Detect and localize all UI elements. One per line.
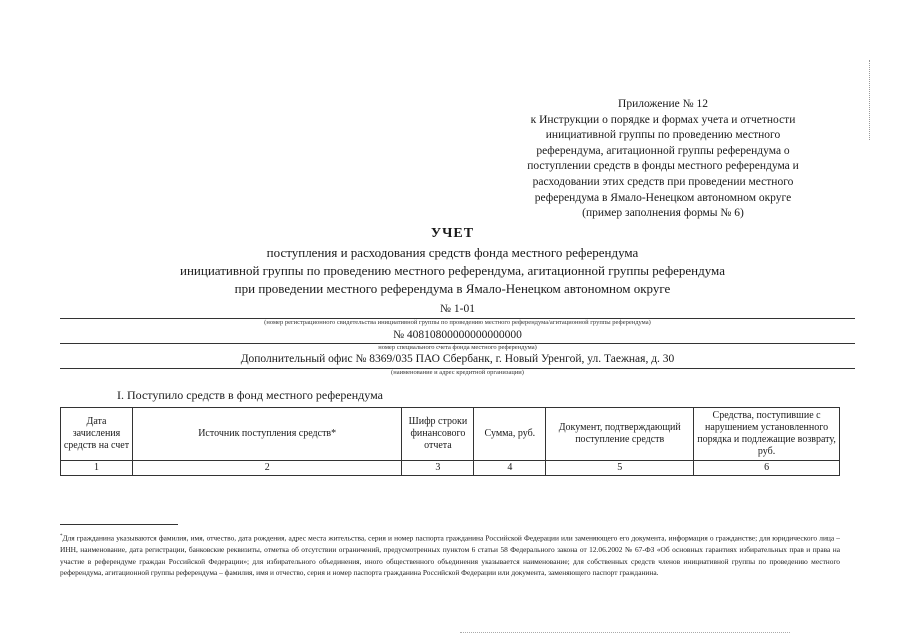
appendix-line: референдума в Ямало-Ненецком автономном округе [534, 191, 792, 204]
receipts-table [60, 407, 840, 476]
header-amount: Сумма, руб. [474, 408, 546, 461]
title-line-2: инициативной группы по проведению местного референдума, агитационной группы референдума [180, 263, 725, 278]
appendix-form-note: (пример заполнения формы № 6) [582, 207, 744, 220]
appendix-line: поступлении средств в фонды местного референдума и [527, 160, 799, 173]
footnote [60, 531, 840, 579]
appendix-line: к Инструкции о порядке и формах учета и отчетности [530, 113, 796, 126]
header-date: Дата зачисления средств на счет [61, 408, 133, 461]
table-header-row [61, 408, 840, 461]
bank-name: Дополнительный офис № 8369/035 ПАО Сбербанк, г. Новый Уренгой, ул. Таежная, д. 30 [240, 353, 675, 365]
scan-bottom-mark [460, 632, 790, 633]
footnote-marker: * [60, 534, 63, 539]
registration-number: № 1-01 [440, 303, 475, 315]
document-title: УЧЕТ [430, 226, 475, 241]
bank-caption: (наименование и адрес кредитной организации) [391, 369, 524, 376]
appendix-line: референдума, агитационной группы референдума о [536, 144, 790, 157]
column-number: 1 [61, 461, 133, 476]
registration-caption: (номер регистрационного свидетельства инициативной группы по проведению местного референдума/агитационной группы референдума) [264, 319, 651, 326]
scan-margin-mark [869, 60, 871, 140]
column-number: 2 [132, 461, 401, 476]
section-heading: I. Поступило средств в фонд местного референдума [117, 388, 383, 402]
appendix-line: расходовании этих средств при проведении местного [532, 175, 794, 188]
header-refund: Средства, поступившие с нарушением установленного порядка и подлежащие возврату, руб. [694, 408, 840, 461]
header-report-code: Шифр строки финансового отчета [402, 408, 474, 461]
footnote-separator [60, 524, 178, 525]
account-caption: номер специального счета фонда местного референдума) [378, 344, 537, 351]
column-number: 5 [546, 461, 694, 476]
title-line-1: поступления и расходования средств фонда местного референдума [266, 245, 639, 260]
appendix-line: инициативной группы по проведению местного [545, 129, 781, 142]
title-line-3: при проведении местного референдума в Ямало-Ненецком автономном округе [234, 281, 671, 296]
column-number: 6 [694, 461, 840, 476]
appendix-number: Приложение № 12 [618, 98, 708, 110]
column-number: 4 [474, 461, 546, 476]
appendix-header [498, 97, 828, 222]
footnote-text: Для гражданина указываются фамилия, имя, отчество, дата рождения, адрес места жительства, серия и номер паспорта гражданина Российской Федерации или заменяющего его документа, информация о гражданстве; для юридического лица – ИНН, наименование, дата регистрации, банковские реквизиты, отметка об отсутствии ограничений, предусмотренных пунктом 6 статьи 58 Федерального закона от 12.06.2002 № 67-ФЗ «Об основных гарантиях избирательных прав и права на участие в референдуме граждан Российской Федерации»; для избирательного объединения, иного общественного объединения указывается наименование; для собственных средств членов инициативной группы по проведению местного референдума, агитационной группы референдума – фамилия, имя и отчество, серия и номер паспорта гражданина Российской Федерации или документа, заменяющего паспорт гражданина. [60, 533, 840, 578]
column-number: 3 [402, 461, 474, 476]
header-document: Документ, подтверждающий поступление средств [546, 408, 694, 461]
account-number: № 40810800000000000000 [393, 329, 522, 341]
table-number-row [61, 461, 840, 476]
header-source: Источник поступления средств* [132, 408, 401, 461]
